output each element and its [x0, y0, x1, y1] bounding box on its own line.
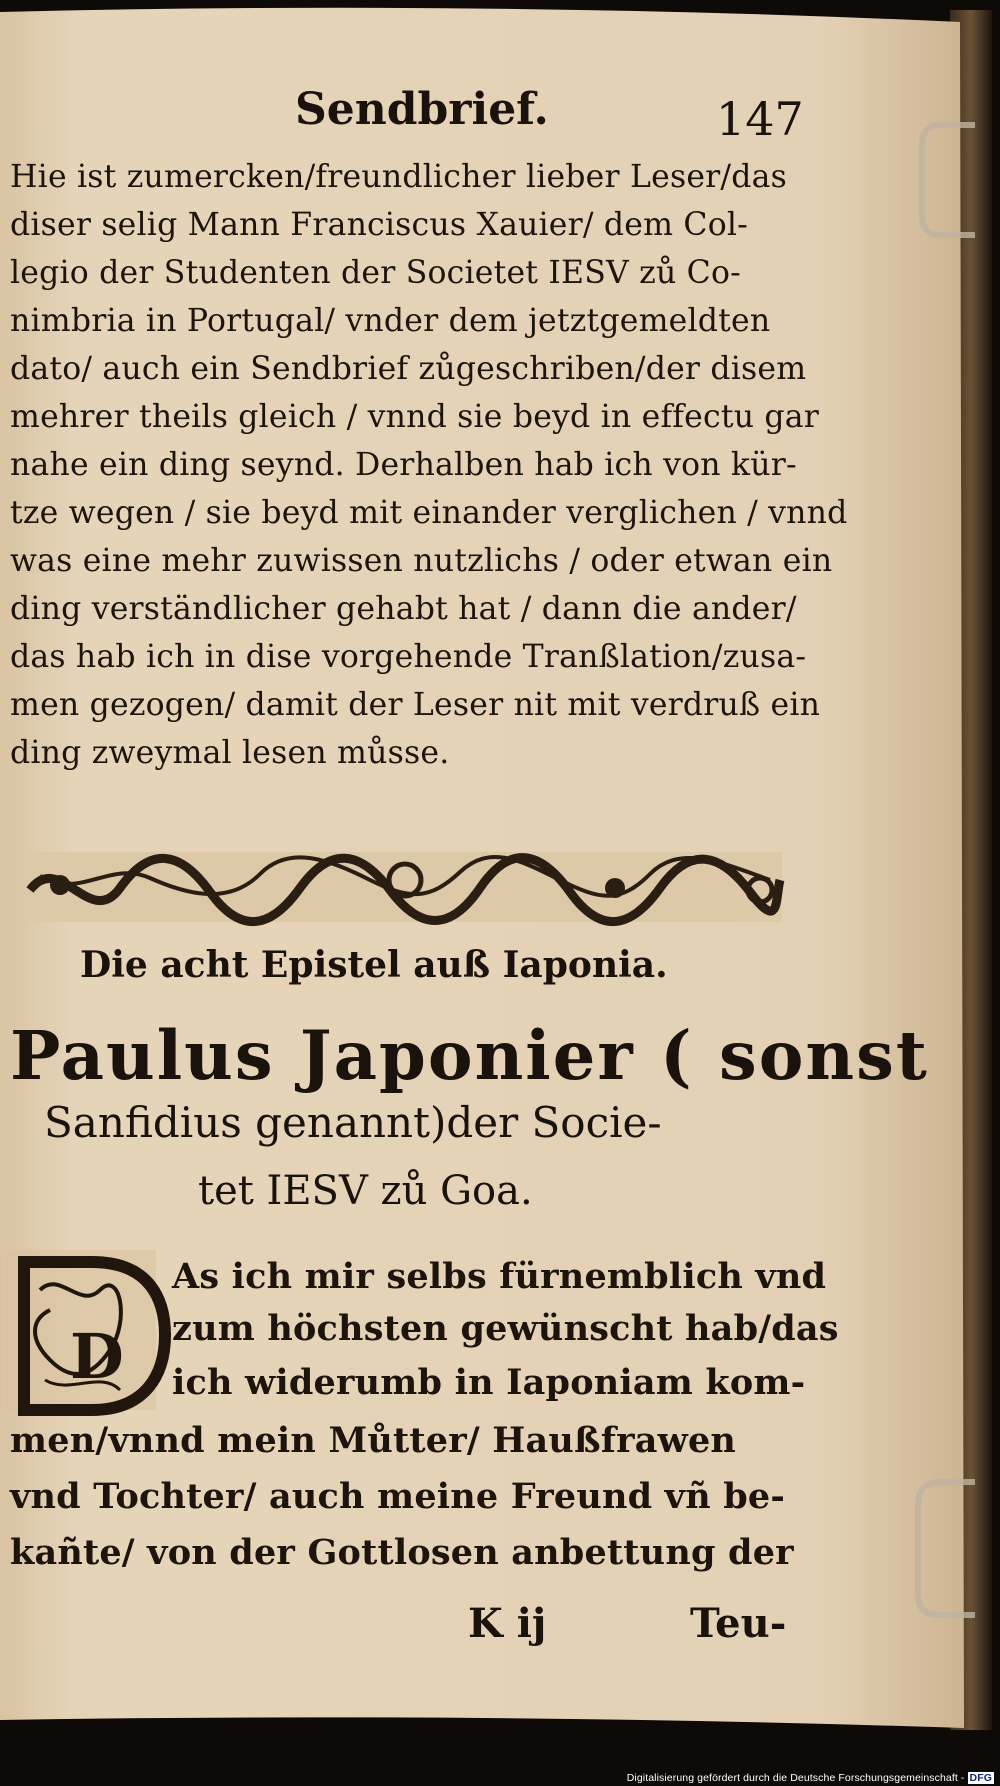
text-line: legio der Studenten der Societet IESV zů Co- — [10, 255, 741, 291]
text-line: zum höchsten gewünscht hab/das — [172, 1308, 839, 1349]
running-head: Sendbrief. — [295, 84, 549, 135]
text-line: mehrer theils gleich / vnnd sie beyd in effectu gar — [10, 399, 820, 435]
text-line: men/vnnd mein Můtter/ Haußfrawen — [10, 1420, 737, 1461]
credit-text: Digitalisierung gefördert durch die Deutsche Forschungsgemeinschaft - — [626, 1772, 965, 1784]
text-line: tze wegen / sie beyd mit einander verglichen / vnnd — [10, 495, 848, 531]
text-line: kañte/ von der Gottlosen anbettung der — [10, 1532, 794, 1573]
text-line: men gezogen/ damit der Leser nit mit verdruß ein — [10, 687, 821, 723]
catchword: Teu- — [690, 1600, 787, 1647]
epistle-heading: Die acht Epistel auß Iaponia. — [80, 944, 668, 986]
title-line-1: Paulus Japonier ( sonst — [10, 1016, 929, 1095]
text-line: was eine mehr zuwissen nutzlichs / oder etwan ein — [10, 543, 833, 579]
text-line: ding zweymal lesen můsse. — [10, 735, 450, 771]
text-line: vnd Tochter/ auch meine Freund vñ be- — [10, 1476, 786, 1517]
text-line: Hie ist zumercken/freundlicher lieber Leser/das — [10, 159, 787, 195]
ornament-band — [26, 852, 782, 922]
drop-cap-letter: D — [70, 1320, 124, 1393]
dfg-logo: DFG — [969, 1772, 992, 1784]
text-line: nahe ein ding seynd. Derhalben hab ich von kür- — [10, 447, 797, 483]
page-number: 147 — [716, 92, 804, 146]
text-line: As ich mir selbs fürnemblich vnd — [172, 1256, 827, 1297]
signature-mark: K ij — [468, 1600, 547, 1647]
text-line: dato/ auch ein Sendbrief zůgeschriben/der disem — [10, 351, 807, 387]
title-line-2: Sanfidius genannt)der Socie- — [44, 1098, 662, 1147]
text-line: diser selig Mann Franciscus Xauier/ dem Col- — [10, 207, 749, 243]
text-line: das hab ich in dise vorgehende Tranßlation/zusa- — [10, 639, 807, 675]
title-line-3: tet IESV zů Goa. — [198, 1168, 533, 1214]
text-line: ich widerumb in Iaponiam kom- — [172, 1362, 806, 1403]
text-line: nimbria in Portugal/ vnder dem jetztgemeldten — [10, 303, 771, 339]
drop-cap — [6, 1250, 165, 1410]
digitization-credit — [627, 1772, 994, 1784]
text-line: ding verständlicher gehabt hat / dann die ander/ — [10, 591, 797, 627]
